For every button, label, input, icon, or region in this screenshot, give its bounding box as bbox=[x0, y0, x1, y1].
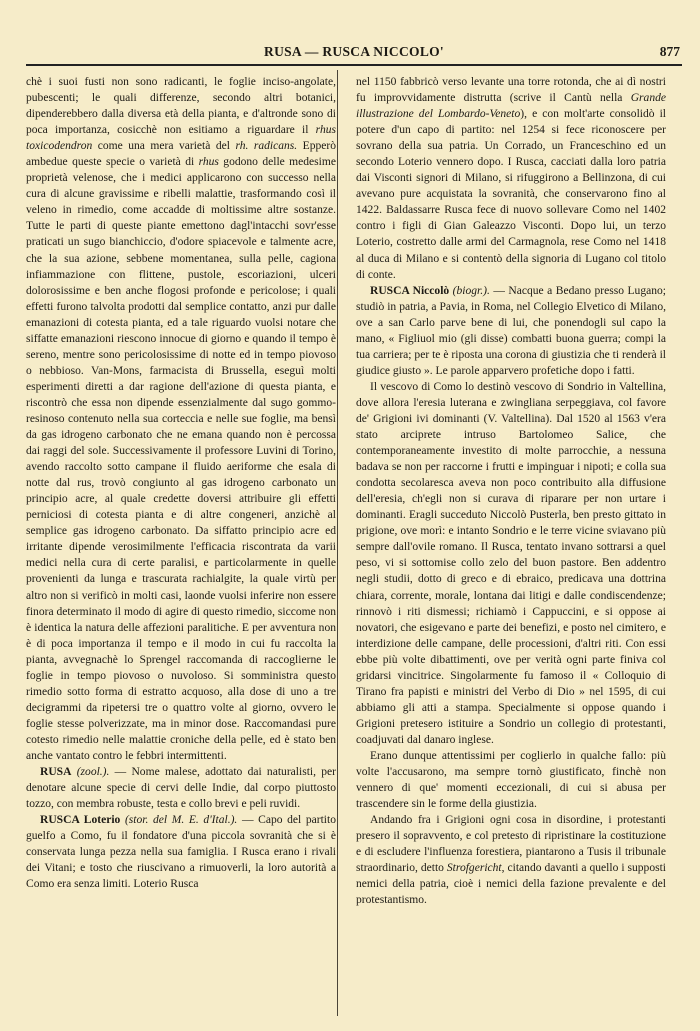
entry-rusa: RUSA (zool.). — Nome malese, adottato dai naturalisti, per denotare alcune specie di cervi delle Indie, dal corpo piuttosto tozzo, con membra robuste, testa e collo brevi e peli ruvidi. bbox=[26, 766, 336, 811]
entry-rusca-loterio: RUSCA Loterio (stor. del M. E. d'Ital.). — Capo del partito guelfo a Como, fu il fondatore d'una piccola sovranità che si è conservata lunga pezza nella sua famiglia. I Rusca erano i rivali dei Vitani; e tosto che riuscivano a rimuoverli, la loro autorità a Como era senza limiti. Loterio Rusca bbox=[26, 814, 336, 891]
column-divider bbox=[337, 70, 338, 1016]
page-number: 877 bbox=[659, 44, 680, 59]
paragraph-attentissimi: Erano dunque attentissimi per coglierlo in qualche fallo: più volte l'accusarono, ma sempre tornò giustificato, finchè non vennero di que' momenti eccezionali, di cui si abusa per trascendere sin le forme della giustizia. bbox=[356, 749, 666, 811]
paragraph-grigioni: Andando fra i Grigioni ogni cosa in disordine, i protestanti presero il sopravvento, e col pretesto di ripristinare la costituzione e di escludere l'influenza forestiera, piantarono a Tusis il tribunale straordinario, detto Strofgericht, citando davanti a quello i supposti nemici della patria, cioè i nemici della fazione prevalente e del protestantismo. bbox=[356, 814, 666, 907]
paragraph-rusca-continued: nel 1150 fabbricò verso levante una torre rotonda, che ai dì nostri fu improvvidamente distrutta (scrive il Cantù nella Grande illustrazione del Lombardo-Veneto), e con molt'arte consolidò il potere d'un capo di partito: nel 1254 si fece riconoscere per sovrano della sua patria. Un Corrado, un Franceschino ed un secondo Loterio vennero dopo. I Rusca, cacciati dalla loro patria dai Visconti signori di Milano, si rifuggirono a Bellinzona, di cui avevano pure acquistata la sovranità, che conservarono fino al 1422. Baldassarre Rusca fece di nuovo sollevare Como nel 1402 contro i figli di Gian Galeazzo Visconti. Dopo lui, un terzo Loterio, costretto dalle armi del Carmagnola, rese Como nel 1418 al duca di Milano e si contentò della signoria di Lugano col titolo di conte. bbox=[356, 76, 667, 281]
running-title: RUSA — RUSCA NICCOLO' bbox=[264, 44, 444, 59]
entry-rusca-niccolo: RUSCA Niccolò (biogr.). — Nacque a Bedano presso Lugano; studiò in patria, a Pavia, in Roma, nel Collegio Elvetico di Milano, ove a san Carlo parve bene di lui, che ponendogli sul capo la mano, « Figliuol mio (gli disse) combatti buona guerra; compi la tua carriera; per te è riposta una corona di giustizia che ti renderà il giudice giusto ». Le parole apparvero profetiche dopo i fatti. bbox=[356, 284, 666, 377]
paragraph-rhus: chè i suoi fusti non sono radicanti, le foglie inciso-angolate, pubescenti; le quali differenze, secondo altri botanici, dipenderebbero dalla diversa età della pianta, e d'altronde sono di poca importanza, cosicchè non esitiamo a riguardare il rhus toxicodendron come una mera varietà del rh. radicans. Epperò ambedue queste specie o varietà di rhus godono delle medesime proprietà velenose, che i medici applicarono con successo nella cura di alcune gravissime e ribelli malattie, trasformando così il veleno in rimedio, come accadde di moltissime altre sostanze. Tutte le parti di queste piante emettono dagl'intacchi sovr'esse praticati un sugo bianchiccio, d'odore spiacevole e talmente acre, che la sua azione, sebbene momentanea, sulla pelle, cagiona infiammazione con flittene, pustole, escoriazioni, ulceri dolorosissime e ben anche flogosi profonde e pericolose; i quali effetti furono talvolta prodotti dal semplice contatto, anzi pur dalle emanazioni di cotesta pianta, ed a tale riguardo vuolsi notare che siffatte emanazioni riescono innocue di giorno e quando il tempo è sereno, mentre sono pericolosissime di notte ed in tempo piovoso o nebbioso. Van-Mons, farmacista di Brussella, eseguì molti esperimenti diretti a dar ragione dell'azione di questa pianta, e riscontrò che essa non dipende essenzialmente dal sugo gommo-resinoso contenuto nella sua corteccia e nelle sue foglie, ma bensì da gas idrogeno carbonato che ne emana quando non è percossa dai raggi del sole. Successivamente il professore Luvini di Torino, avendo raccolto sotto campane il fluido aeriforme che esala di notte dal rus, trovò congiunto al gas idrogeno carbonato un principio acre, al quale credette doversi attribuire gli effetti perniciosi di cotesta pianta e di altre congeneri, anzichè al semplice gas idrogeno carbonato. Da siffatto principio acre ed irritante dipende verosimilmente l'efficacia riscontrata da varii medici nella cura di certe paralisi, e particolarmente in quelle provenienti da lunga e trascurata rachialgite, la quale virtù per altro non si verificò in molti casi, laonde vuolsi inferire non essere finora determinato il modo di agire di questo rimedio, siccome non è identica la natura delle affezioni paralitiche. E per avventura non è di poca importanza il tempo e il modo in cui fu raccolta la pianta, avvegnachè lo Sprengel raccomanda di raccoglierne le foglie in tempo piovoso o nuvoloso. Si somministra questo rimedio sotto forma di estratto acquoso, alla dose di uno a tre decigrammi da ripetersi tre o quattro volte al giorno, ovvero le foglie stesse polverizzate, ma in minor dose. Raccomandasi pure cotesto rimedio nelle malattie croniche della pelle, ed è stato ben anche vantato contro le febbri intermittenti. bbox=[26, 76, 336, 762]
page-header bbox=[26, 40, 682, 66]
left-column bbox=[26, 74, 336, 892]
paragraph-vescovo: Il vescovo di Como lo destinò vescovo di Sondrio in Valtellina, dove allora l'eresia luterana e zwingliana serpeggiava, col favore de' Grigioni ivi dominanti (V. Valtellina). Dal 1520 al 1563 v'era stato arciprete intruso Bartolomeo Salice, che contemporaneamente investito di molte parrocchie, a nessuna badava se non per raccorne i frutti e impinguar i nipoti; e colla sua condotta secolaresca aveva non poco contribuito alla diffusione dell'eresia, ch'egli non si curava di riparare per non urtare i dominanti. Eragli succeduto Niccolò Pusterla, ben presto gittato in prigione, ove morì: e intanto Sondrio e le terre vicine sviavano più sempre dall'ovile romano. Il Rusca, tentato invano sottrarsi a quel peso, vi si sottomise collo zelo del buon pastore. Ben addentro negli studii, dotto di greco e di ebraico, predicava una dottrina chiara, corrente, morale, lontana dai litigi e dalle condiscendenze; rinnovò i riti dismessi; richiamò i Cappuccini, e si oppose ai novatori, che esigevano e parte dei benefizi, e posto nel cimitero, e interdizione delle campane, delle processioni, d'altri riti. Con essi ebbe più volte dibattimenti, ove per verità ogni parte finiva col gridarsi vincitrice. Singolarmente fu famoso il « Colloquio di Tirano fra papisti e ministri del Verbo di Dio » nel 1595, di cui abbiamo gli atti a stampa. Specialmente si oppose quando i Grigioni pretesero istituire a Sondrio un collegio di protestanti, coadjuvati dal danaro inglese. bbox=[356, 380, 666, 746]
right-column bbox=[356, 74, 666, 908]
